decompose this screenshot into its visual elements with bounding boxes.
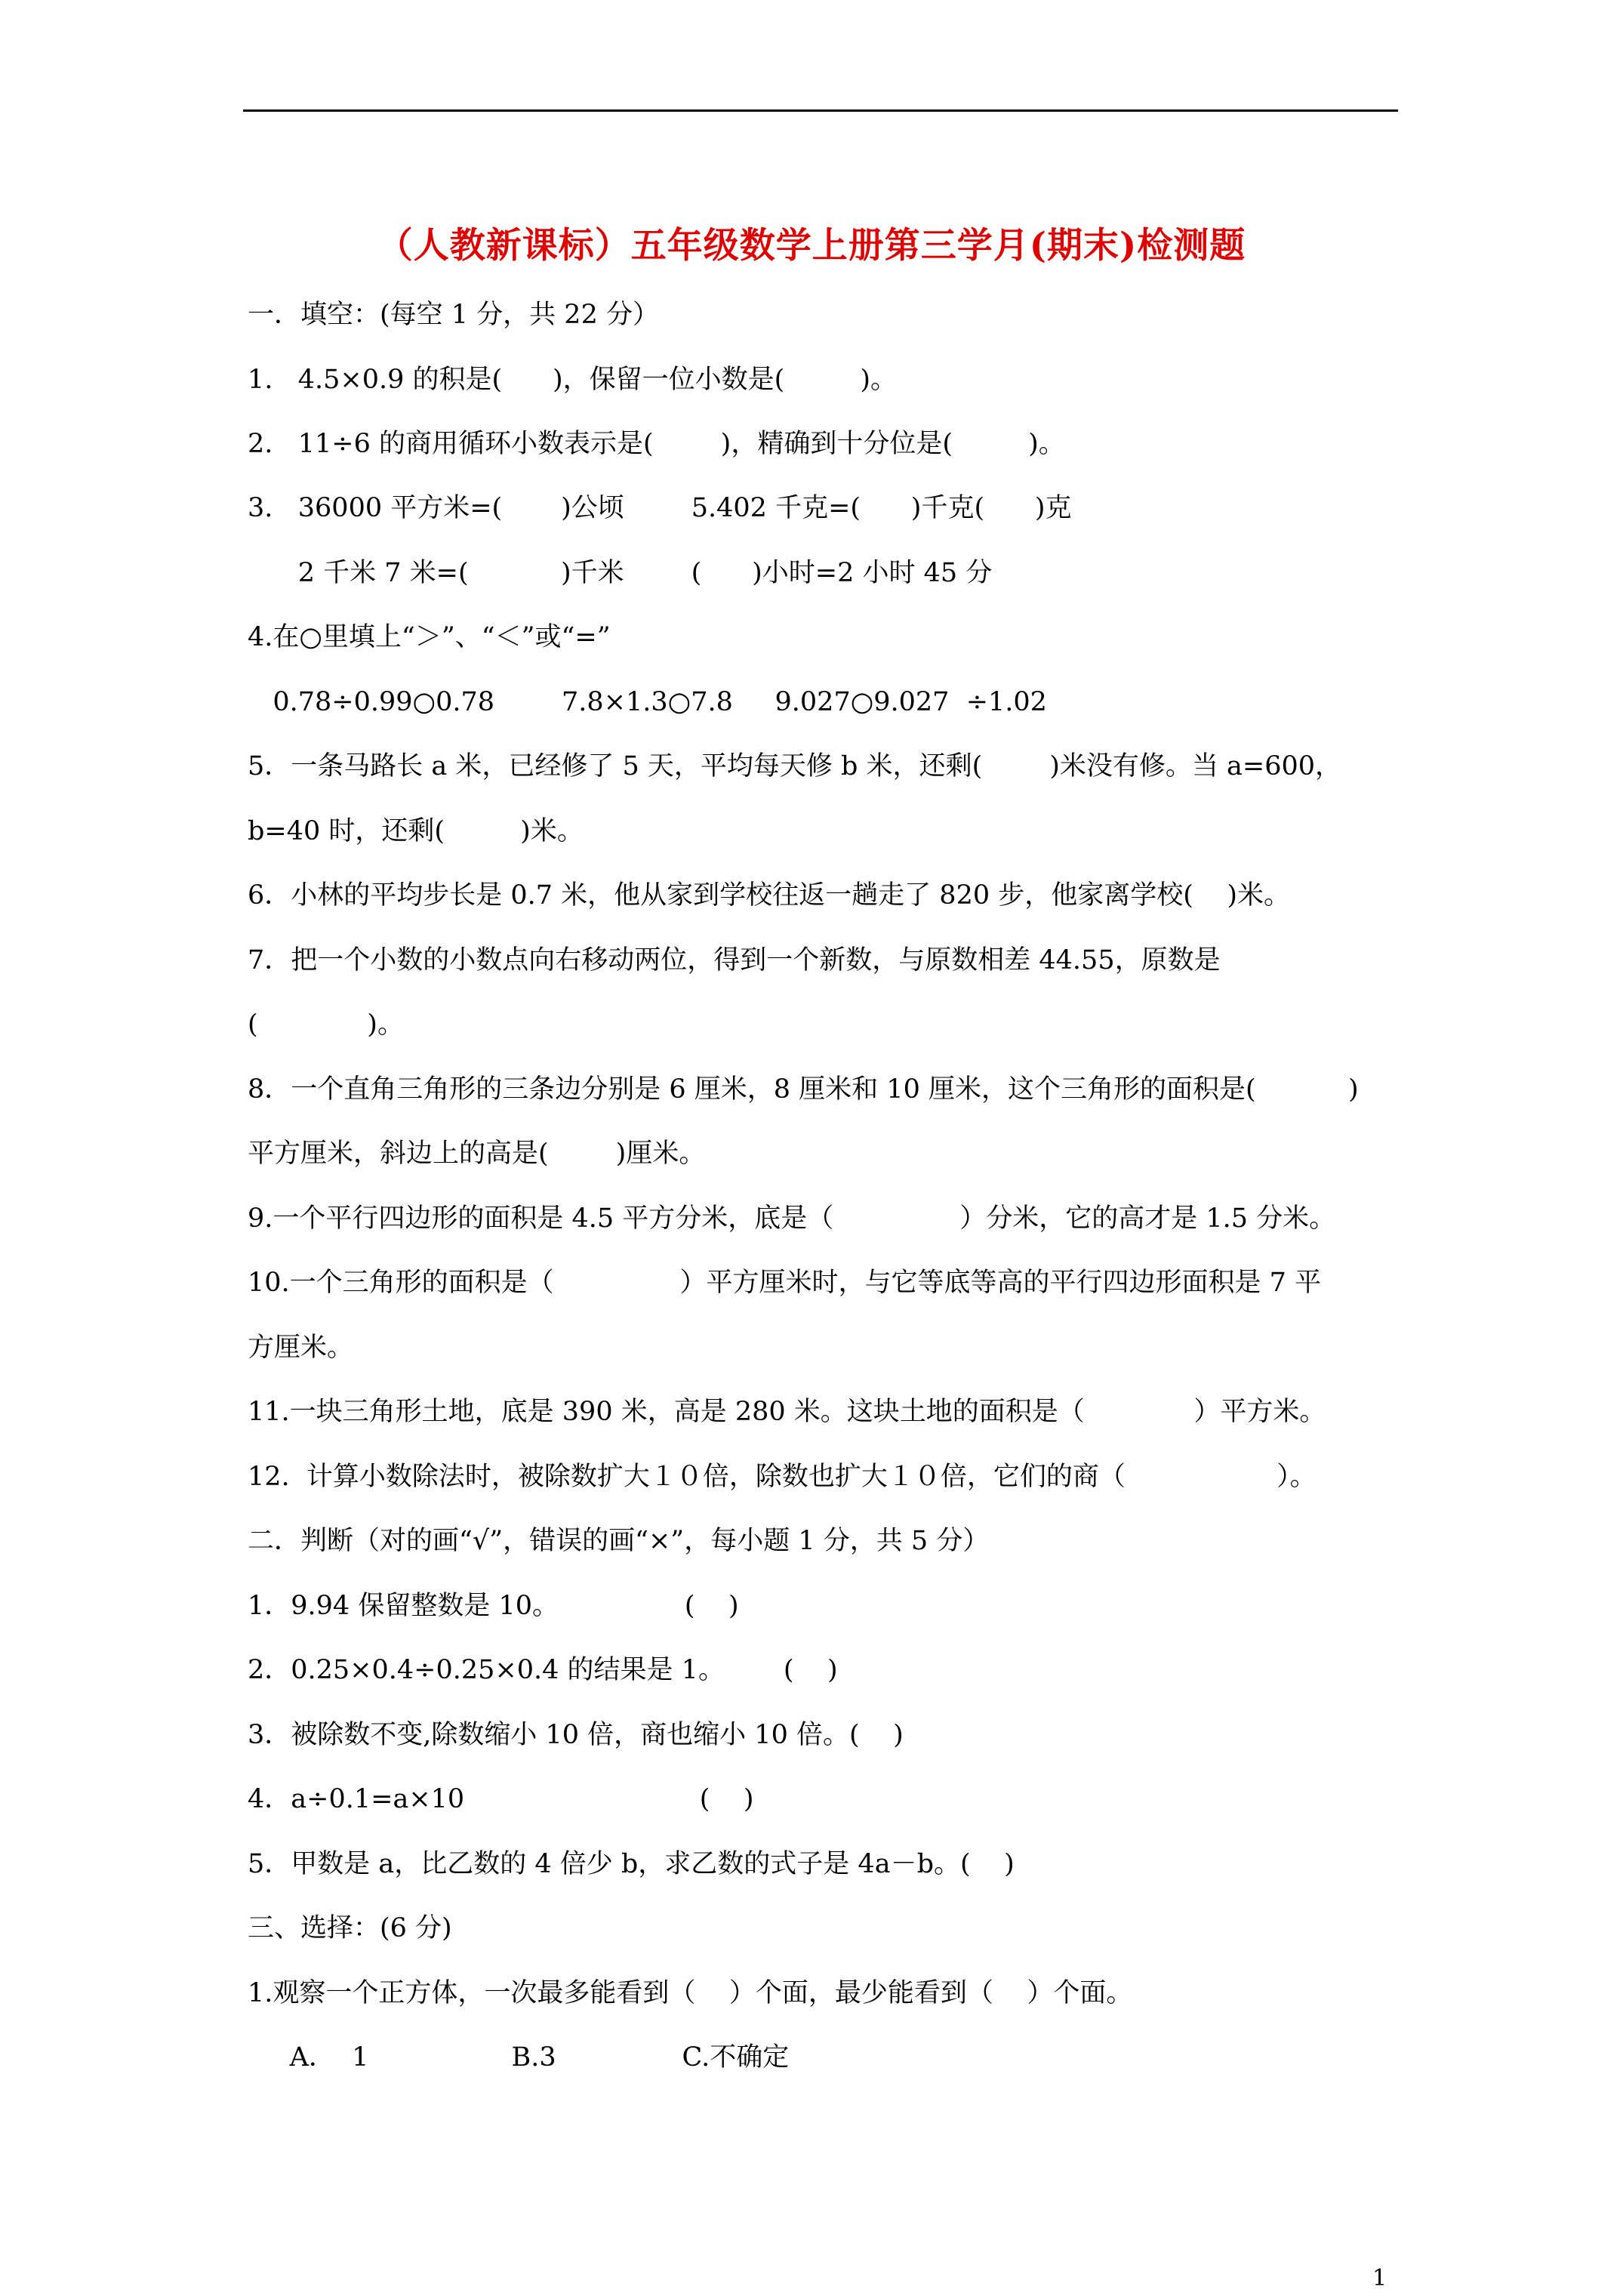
section-heading: 一．填空：(每空 1 分，共 22 分） [248,300,659,330]
section-heading: 三、选择：(6 分) [248,1913,452,1943]
question-line: 方厘米。 [248,1333,354,1363]
question-line: 3. 36000 平方米=( )公顷 5.402 千克=( )千克( )克 [248,493,1072,523]
question-line: 4.在○里填上“＞”、“＜”或“=” [248,622,611,652]
question-line: 1.观察一个正方体，一次最多能看到（ ）个面，最少能看到（ ）个面。 [248,1978,1133,2008]
section-heading: 二．判断（对的画“√”，错误的画“×”，每小题 1 分，共 5 分） [248,1526,990,1556]
question-line: 10.一个三角形的面积是（ ）平方厘米时，与它等底等高的平行四边形面积是 7 平 [248,1268,1322,1298]
question-line: 9.一个平行四边形的面积是 4.5 平方分米，底是（ ）分米，它的高才是 1.5 分米。 [248,1203,1336,1234]
header-rule [243,109,1398,112]
page-number: 1 [1372,2265,1387,2291]
question-line: 12. 计算小数除法时，被除数扩大１０倍，除数也扩大１０倍，它们的商（ ）。 [248,1462,1317,1492]
question-line: 3．被除数不变,除数缩小 10 倍，商也缩小 10 倍。( ) [248,1720,904,1750]
question-line: 1. 4.5×0.9 的积是( )，保留一位小数是( )。 [248,365,898,395]
question-line: 4．a÷0.1=a×10 ( ) [248,1784,754,1814]
question-line: 0.78÷0.99○0.78 7.8×1.3○7.8 9.027○9.027 ÷1.02 [248,687,1047,717]
question-line: 平方厘米，斜边上的高是( )厘米。 [248,1139,706,1169]
question-line: 5．甲数是 a，比乙数的 4 倍少 b，求乙数的式子是 4a－b。( ) [248,1849,1015,1879]
question-line: 8．一个直角三角形的三条边分别是 6 厘米，8 厘米和 10 厘米，这个三角形的面积是( ) [248,1074,1359,1105]
question-line: b=40 时，还剩( )米。 [248,816,584,846]
question-line: 2 千米 7 米=( )千米 ( )小时=2 小时 45 分 [248,558,993,588]
question-line: ( )。 [248,1009,404,1040]
question-line: 6．小林的平均步长是 0.7 米，他从家到学校往返一趟走了 820 步，他家离学校( )米。 [248,880,1291,911]
question-line: 5．一条马路长 a 米，已经修了 5 天，平均每天修 b 米，还剩( )米没有修。当 a=600， [248,751,1341,781]
page-title: （人教新课标）五年级数学上册第三学月(期末)检测题 [377,225,1246,267]
question-line: 2．0.25×0.4÷0.25×0.4 的结果是 1。 ( ) [248,1655,838,1685]
answer-options: A． 1 B.3 C.不确定 [248,2042,790,2073]
question-line: 1．9.94 保留整数是 10。 ( ) [248,1591,739,1621]
question-line: 11.一块三角形土地，底是 390 米，高是 280 米。这块土地的面积是（ ）平方米。 [248,1397,1326,1427]
question-line: 2. 11÷6 的商用循环小数表示是( )，精确到十分位是( )。 [248,429,1065,459]
question-line: 7．把一个小数的小数点向右移动两位，得到一个新数，与原数相差 44.55，原数是 [248,945,1221,975]
